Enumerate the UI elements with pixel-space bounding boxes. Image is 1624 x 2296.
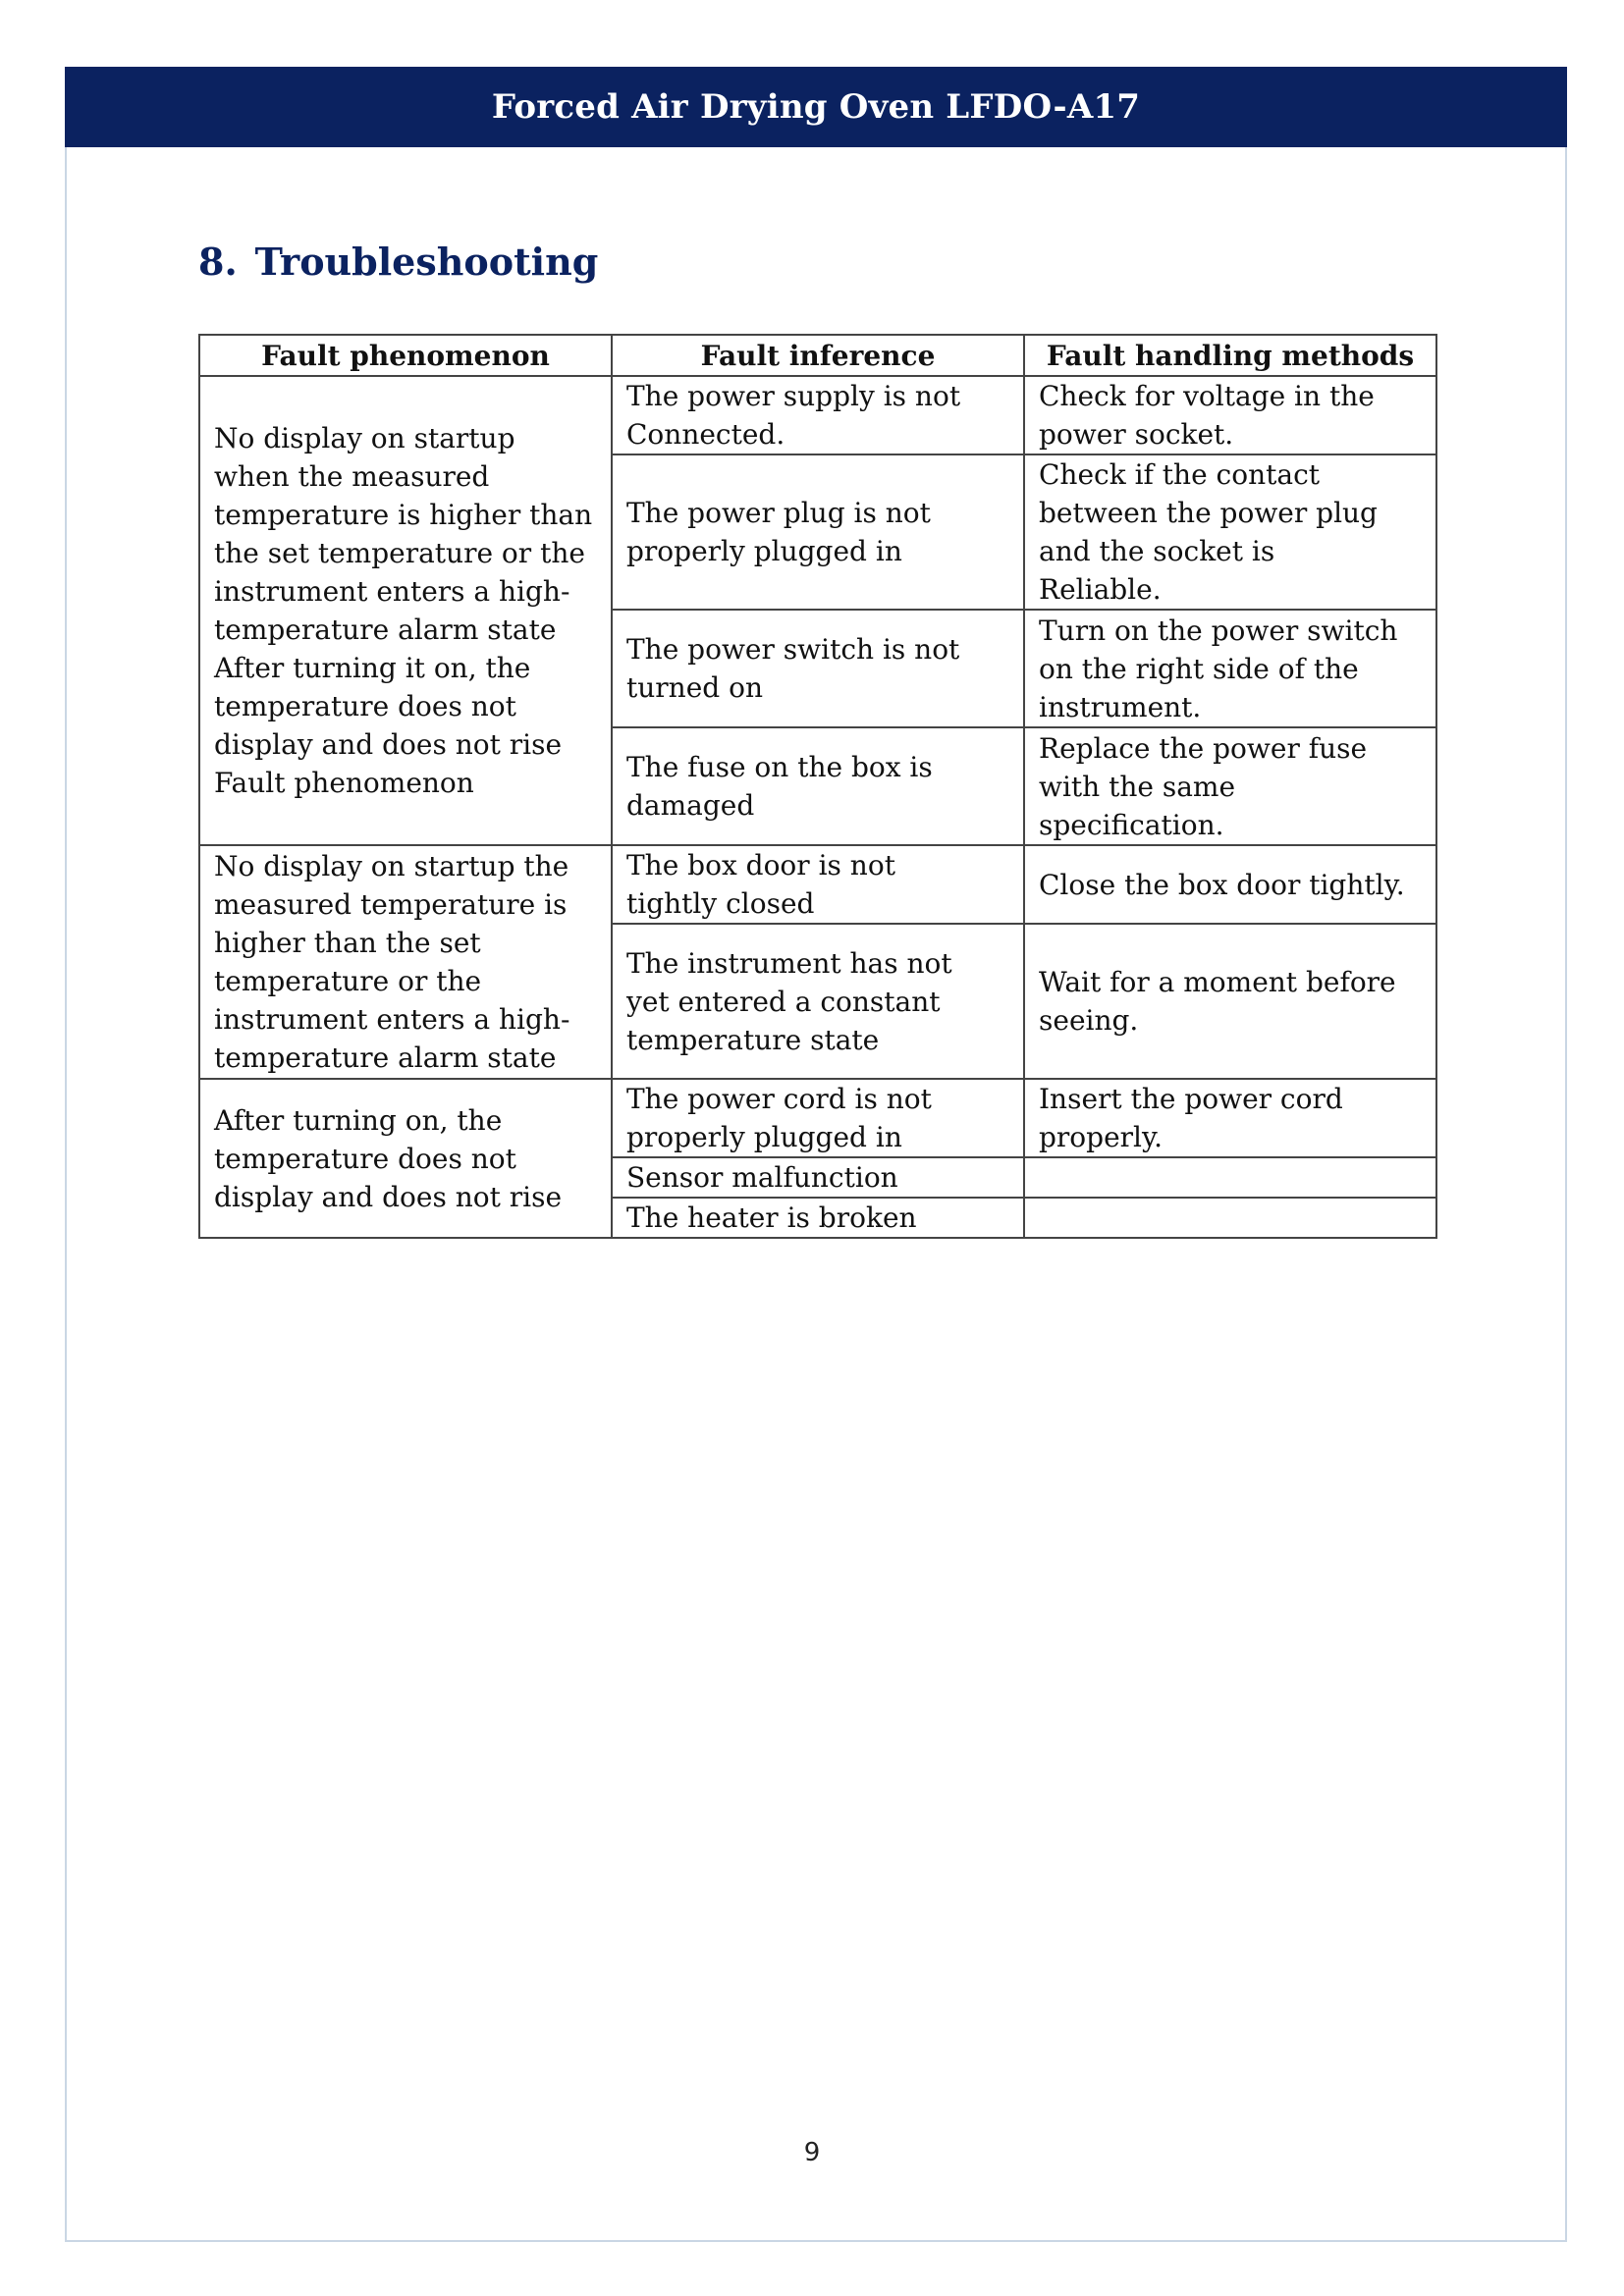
document-title: Forced Air Drying Oven LFDO-A17	[491, 87, 1141, 127]
table-row	[199, 376, 1436, 454]
method-cell: Close the box door tightly.	[1024, 845, 1436, 924]
inference-cell: The power plug is not properly plugged in	[612, 454, 1024, 610]
inference-cell: The heater is broken	[612, 1198, 1024, 1238]
phenomenon-cell: No display on startup the measured temperature is higher than the set temperature or the instrument enters a high- temperature alarm state	[199, 845, 612, 1079]
inference-cell: The power switch is not turned on	[612, 610, 1024, 727]
method-cell: Wait for a moment before seeing.	[1024, 924, 1436, 1079]
inference-cell: Sensor malfunction	[612, 1157, 1024, 1198]
method-cell	[1024, 1157, 1436, 1198]
method-cell: Insert the power cord properly.	[1024, 1079, 1436, 1157]
section-heading	[198, 240, 598, 284]
method-cell: Check if the contact between the power plug and the socket is Reliable.	[1024, 454, 1436, 610]
inference-cell: The power cord is not properly plugged in	[612, 1079, 1024, 1157]
table-row	[199, 845, 1436, 924]
inference-cell: The box door is not tightly closed	[612, 845, 1024, 924]
column-header-inference: Fault inference	[612, 335, 1024, 376]
method-cell: Turn on the power switch on the right side of the instrument.	[1024, 610, 1436, 727]
header-bar	[65, 67, 1567, 147]
table-header-row	[199, 335, 1436, 376]
section-number: 8.	[198, 240, 238, 284]
section-title: Troubleshooting	[254, 240, 599, 284]
column-header-methods: Fault handling methods	[1024, 335, 1436, 376]
troubleshooting-table	[198, 334, 1437, 1239]
method-cell: Replace the power fuse with the same specification.	[1024, 727, 1436, 845]
method-cell	[1024, 1198, 1436, 1238]
method-cell: Check for voltage in the power socket.	[1024, 376, 1436, 454]
column-header-phenomenon: Fault phenomenon	[199, 335, 612, 376]
table-row	[199, 1079, 1436, 1157]
inference-cell: The power supply is not Connected.	[612, 376, 1024, 454]
inference-cell: The fuse on the box is damaged	[612, 727, 1024, 845]
page-number: 9	[803, 2138, 821, 2167]
phenomenon-cell: After turning on, the temperature does not display and does not rise	[199, 1079, 612, 1238]
phenomenon-cell: No display on startup when the measured temperature is higher than the set temperature or the instrument enters a high- temperature alarm state After turning it on, the temperature does not display and does not rise Fault phenomenon	[199, 376, 612, 845]
inference-cell: The instrument has not yet entered a constant temperature state	[612, 924, 1024, 1079]
